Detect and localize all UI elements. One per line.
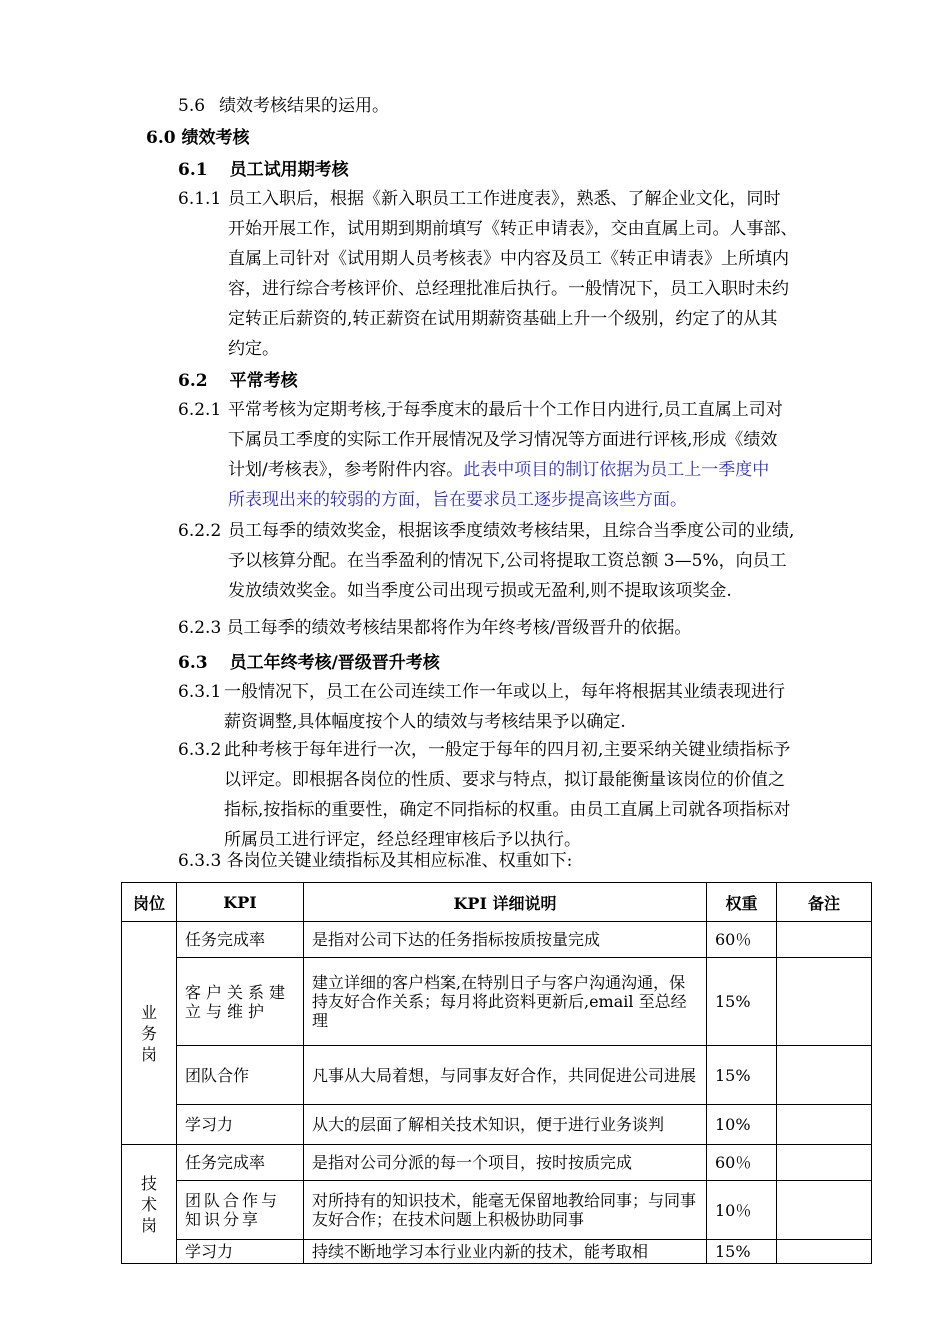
text-line: 所属员工进行评定，经总经理审核后予以执行。 <box>224 830 581 850</box>
header-note: 备注 <box>777 883 872 922</box>
clause-6-2-1-number: 6.2.1 <box>178 400 222 420</box>
highlighted-text: 此表中项目的制订依据为员工上一季度中 <box>463 460 770 480</box>
section-number: 6.3 <box>178 653 208 673</box>
weight-cell: 15% <box>707 958 777 1046</box>
text-line: 开始开展工作，试用期到期前填写《转正申请表》，交由直属上司。人事部、 <box>228 219 798 239</box>
clause-6-2-1 <box>228 395 783 515</box>
note-cell <box>777 1240 872 1264</box>
clause-6-3-2-number: 6.3.2 <box>178 740 222 760</box>
section-number: 6.0 <box>146 128 176 148</box>
text-line: 予以核算分配。在当季盈利的情况下,公司将提取工资总额 3—5%，向员工 <box>228 551 787 571</box>
post-cell <box>122 922 177 1145</box>
section-title: 员工年终考核/晋级晋升考核 <box>229 653 440 673</box>
text-line: 直属上司针对《试用期人员考核表》中内容及员工《转正申请表》上所填内 <box>228 249 789 269</box>
text-line: 容，进行综合考核评价、总经理批准后执行。一般情况下，员工入职时未约 <box>228 279 789 299</box>
kpi-cell: 学习力 <box>177 1105 304 1145</box>
text-line: 发放绩效奖金。如当季度公司出现亏损或无盈利,则不提取该项奖金. <box>228 581 732 601</box>
post-label: 业务岗 <box>140 1002 157 1064</box>
note-cell <box>777 1105 872 1145</box>
clause-text: 各岗位关键业绩指标及其相应标准、权重如下: <box>226 851 573 871</box>
text-line: 一般情况下，员工在公司连续工作一年或以上，每年将根据其业绩表现进行 <box>224 682 785 702</box>
text-line: 平常考核为定期考核,于每季度末的最后十个工作日内进行,员工直属上司对 <box>228 400 783 420</box>
weight-cell: 60％ <box>707 1145 777 1181</box>
text-line: 定转正后薪资的,转正薪资在试用期薪资基础上升一个级别，约定了的从其 <box>228 309 778 329</box>
weight-cell: 15% <box>707 1240 777 1264</box>
clause-number: 6.2.3 <box>178 618 222 638</box>
section-5-6 <box>178 91 389 116</box>
section-number: 5.6 <box>178 96 206 116</box>
detail-cell: 建立详细的客户档案,在特别日子与客户沟通沟通，保持友好合作关系；每月将此资料更新后,email 至总经理 <box>304 958 707 1046</box>
clause-6-2-2-number: 6.2.2 <box>178 521 222 541</box>
note-cell <box>777 1046 872 1105</box>
table-row <box>122 1181 872 1240</box>
heading-6-1 <box>178 155 349 180</box>
clause-6-3-3 <box>178 846 572 876</box>
note-cell <box>777 1181 872 1240</box>
section-number: 6.1 <box>178 160 208 180</box>
kpi-cell: 任务完成率 <box>177 1145 304 1181</box>
clause-6-2-2 <box>228 516 794 606</box>
table-row <box>122 1046 872 1105</box>
section-title: 员工试用期考核 <box>229 160 349 180</box>
text-line: 指标,按指标的重要性，确定不同指标的权重。由员工直属上司就各项指标对 <box>224 800 791 820</box>
weight-cell: 60％ <box>707 922 777 958</box>
header-post: 岗位 <box>122 883 177 922</box>
section-title: 平常考核 <box>229 371 298 391</box>
text-line: 薪资调整,具体幅度按个人的绩效与考核结果予以确定. <box>224 712 626 732</box>
header-weight: 权重 <box>707 883 777 922</box>
note-cell <box>777 958 872 1046</box>
clause-6-3-2 <box>224 735 790 855</box>
weight-cell: 15% <box>707 1046 777 1105</box>
table-header-row <box>122 883 872 922</box>
clause-6-1-1-number: 6.1.1 <box>178 189 222 209</box>
detail-cell: 持续不断地学习本行业业内新的技术，能考取相 <box>304 1240 707 1264</box>
header-detail: KPI 详细说明 <box>304 883 707 922</box>
clause-6-3-1 <box>224 677 785 737</box>
weight-cell: 10％ <box>707 1181 777 1240</box>
kpi-cell: 团队合作与知识分享 <box>177 1181 304 1240</box>
clause-6-3-1-number: 6.3.1 <box>178 682 222 702</box>
clause-6-2-3 <box>178 613 691 643</box>
table-row <box>122 1105 872 1145</box>
section-number: 6.2 <box>178 371 208 391</box>
kpi-table <box>121 882 872 1264</box>
text-line: 约定。 <box>228 339 279 359</box>
heading-6-2 <box>178 366 298 391</box>
clause-6-1-1 <box>228 184 798 364</box>
weight-cell: 10% <box>707 1105 777 1145</box>
text-line: 以评定。即根据各岗位的性质、要求与特点，拟订最能衡量该岗位的价值之 <box>224 770 785 790</box>
heading-6-3 <box>178 648 440 673</box>
text-line: 下属员工季度的实际工作开展情况及学习情况等方面进行评核,形成《绩效 <box>228 430 778 450</box>
table-row <box>122 958 872 1046</box>
kpi-cell: 学习力 <box>177 1240 304 1264</box>
text-span: 计划/考核表》，参考附件内容。 <box>228 460 464 480</box>
section-title: 绩效考核 <box>181 128 250 148</box>
text-line <box>228 455 783 485</box>
detail-cell: 从大的层面了解相关技术知识，便于进行业务谈判 <box>304 1105 707 1145</box>
detail-cell: 对所持有的知识技术，能毫无保留地教给同事；与同事友好合作；在技术问题上积极协助同事 <box>304 1181 707 1240</box>
post-label: 技术岗 <box>140 1173 157 1235</box>
detail-cell: 凡事从大局着想，与同事友好合作，共同促进公司进展 <box>304 1046 707 1105</box>
detail-cell: 是指对公司下达的任务指标按质按量完成 <box>304 922 707 958</box>
kpi-cell: 团队合作 <box>177 1046 304 1105</box>
heading-6-0 <box>146 123 250 148</box>
clause-text: 员工每季的绩效考核结果都将作为年终考核/晋级晋升的依据。 <box>226 618 692 638</box>
highlighted-text: 所表现出来的较弱的方面，旨在要求员工逐步提高该些方面。 <box>228 490 687 510</box>
post-cell <box>122 1145 177 1264</box>
clause-number: 6.3.3 <box>178 851 222 871</box>
section-text: 绩效考核结果的运用。 <box>219 96 390 116</box>
kpi-cell: 任务完成率 <box>177 922 304 958</box>
table-row <box>122 1145 872 1181</box>
text-line: 此种考核于每年进行一次，一般定于每年的四月初,主要采纳关键业绩指标予 <box>224 740 791 760</box>
kpi-cell: 客户关系建立与维护 <box>177 958 304 1046</box>
note-cell <box>777 1145 872 1181</box>
text-line: 员工入职后，根据《新入职员工工作进度表》，熟悉、了解企业文化，同时 <box>228 189 781 209</box>
detail-cell: 是指对公司分派的每一个项目，按时按质完成 <box>304 1145 707 1181</box>
text-line: 员工每季的绩效奖金，根据该季度绩效考核结果，且综合当季度公司的业绩, <box>228 521 795 541</box>
table-row <box>122 922 872 958</box>
note-cell <box>777 922 872 958</box>
table-row <box>122 1240 872 1264</box>
header-kpi: KPI <box>177 883 304 922</box>
